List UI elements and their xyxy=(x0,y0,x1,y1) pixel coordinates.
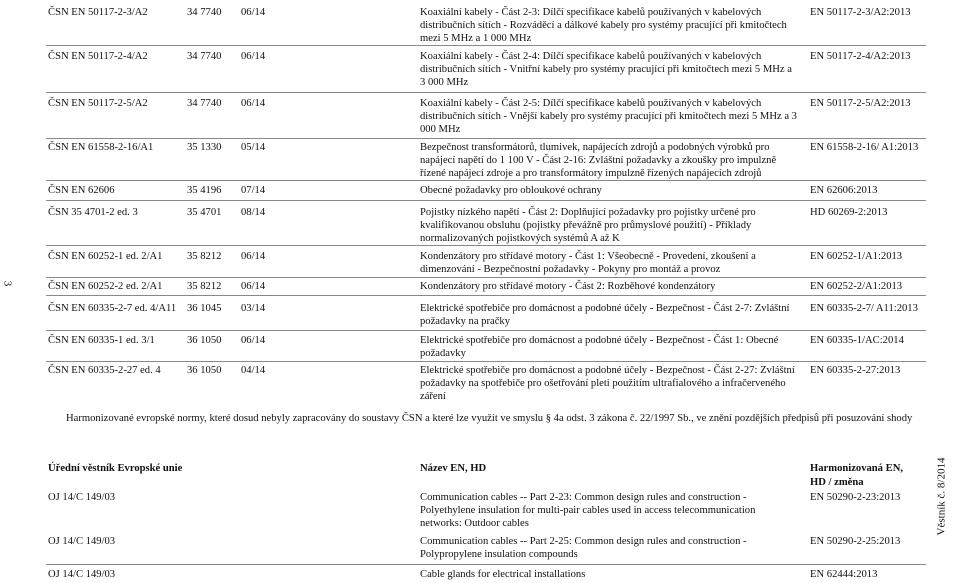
en-reference: EN 50117-2-4/A2:2013 xyxy=(810,51,911,62)
standard-number: ČSN EN 61558-2-16/A1 xyxy=(48,142,154,153)
oj-standard-title: Communication cables -- Part 2-23: Common design rules and construction - Polyethylene insulation for multi-pair cables used in access telecommunication networks: Outdoor cables xyxy=(420,492,756,529)
class-code: 35 4196 xyxy=(187,185,222,196)
standard-title: Bezpečnost transformátorů, tlumivek, napájecích zdrojů a podobných výrobků pro napájecí napětí do 1 100 V - Část 2-16: Zvláštní požadavky a zkoušky pro impulzně řízené napájecí zdroje a pro transformátory impulzně řízených napájecích zdrojů xyxy=(420,142,777,179)
standard-title: Obecné požadavky pro obloukové ochrany xyxy=(420,185,602,196)
oj-reference: OJ 14/C 149/03 xyxy=(48,536,116,547)
class-code: 36 1050 xyxy=(187,335,222,346)
standard-title: Kondenzátory pro střídavé motory - Část 1: Všeobecně - Provedení, zkoušení a dimenzování - Bezpečnostní požadavky - Pokyny pro montáž a provoz xyxy=(420,251,756,275)
standard-number: ČSN EN 60252-1 ed. 2/A1 xyxy=(48,251,163,262)
standard-title: Elektrické spotřebiče pro domácnost a podobné účely - Bezpečnost - Část 2-7: Zvláštní požadavky na pračky xyxy=(420,303,790,327)
class-code: 35 8212 xyxy=(187,251,222,262)
issue-date: 08/14 xyxy=(241,207,266,218)
issue-date: 06/14 xyxy=(241,251,266,262)
standard-number: ČSN EN 50117-2-4/A2 xyxy=(48,51,148,62)
standard-title: Elektrické spotřebiče pro domácnost a podobné účely - Bezpečnost - Část 1: Obecné požadavky xyxy=(420,335,779,359)
issue-date: 06/14 xyxy=(241,51,266,62)
en-reference: EN 50117-2-3/A2:2013 xyxy=(810,7,911,18)
oj-reference: OJ 14/C 149/03 xyxy=(48,492,116,503)
standard-title: Elektrické spotřebiče pro domácnost a podobné účely - Bezpečnost - Část 2-27: Zvláštní požadavky na spotřebiče pro ošetřování pleti použitím ultrafialového a infračerveného záření xyxy=(420,365,795,402)
issue-date: 03/14 xyxy=(241,303,266,314)
class-code: 34 7740 xyxy=(187,51,222,62)
standard-number: ČSN EN 60335-1 ed. 3/1 xyxy=(48,335,155,346)
standard-title: Kondenzátory pro střídavé motory - Část 2: Rozběhové kondenzátory xyxy=(420,281,716,292)
standard-number: ČSN EN 50117-2-3/A2 xyxy=(48,7,148,18)
standard-title: Pojistky nízkého napětí - Část 2: Doplňující požadavky pro pojistky určené pro kvalifikovanou obsluhu (pojistky převážně pro průmyslové použití) - Příklady normalizovaných pojistkových systémů A až K xyxy=(420,207,756,244)
standard-number: ČSN EN 60335-2-27 ed. 4 xyxy=(48,365,161,376)
standard-number: ČSN EN 50117-2-5/A2 xyxy=(48,98,148,109)
en-reference: EN 50117-2-5/A2:2013 xyxy=(810,98,911,109)
issue-date: 05/14 xyxy=(241,142,266,153)
row-divider xyxy=(46,200,926,201)
oj-harmonized-standard: EN 62444:2013 xyxy=(810,569,878,580)
standard-number: ČSN EN 60335-2-7 ed. 4/A11 xyxy=(48,303,177,314)
header-harmonized: Harmonizovaná EN, HD / změna xyxy=(810,463,903,488)
issue-date: 06/14 xyxy=(241,7,266,18)
standard-number: ČSN EN 60252-2 ed. 2/A1 xyxy=(48,281,163,292)
header-official-journal: Úřední věstník Evropské unie xyxy=(48,463,183,474)
en-reference: EN 60335-2-27:2013 xyxy=(810,365,901,376)
standard-title: Koaxiální kabely - Část 2-5: Dílčí specifikace kabelů používaných v kabelových distribučních sítích - Vnější kabely pro systémy pracující při kmitočtech mezi 5 MHz a 3 000 MHz xyxy=(420,98,797,135)
row-divider xyxy=(46,245,926,246)
row-divider xyxy=(46,92,926,93)
header-en-hd-name: Název EN, HD xyxy=(420,463,487,474)
class-code: 35 1330 xyxy=(187,142,222,153)
standard-title: Koaxiální kabely - Část 2-3: Dílčí specifikace kabelů používaných v kabelových distribučních sítích - Rozváděcí a dálkové kabely pro systémy pracující při kmitočtech mezi 5 MHz a 1 000 MHz xyxy=(420,7,787,44)
row-divider xyxy=(46,361,926,362)
row-divider xyxy=(46,277,926,278)
journal-issue-label: Věstník č. 8/2014 xyxy=(935,457,948,536)
en-reference: EN 61558-2-16/ A1:2013 xyxy=(810,142,919,153)
en-reference: EN 60252-2/A1:2013 xyxy=(810,281,903,292)
class-code: 35 4701 xyxy=(187,207,222,218)
oj-reference: OJ 14/C 149/03 xyxy=(48,569,116,580)
issue-date: 06/14 xyxy=(241,98,266,109)
issue-date: 07/14 xyxy=(241,185,266,196)
en-reference: EN 60335-1/AC:2014 xyxy=(810,335,904,346)
row-divider xyxy=(46,45,926,46)
en-reference: EN 60252-1/A1:2013 xyxy=(810,251,903,262)
oj-standard-title: Communication cables -- Part 2-25: Common design rules and construction - Polypropylene insulation compounds xyxy=(420,536,747,560)
en-reference: EN 60335-2-7/ A11:2013 xyxy=(810,303,918,314)
en-reference: HD 60269-2:2013 xyxy=(810,207,888,218)
issue-date: 06/14 xyxy=(241,281,266,292)
standard-number: ČSN 35 4701-2 ed. 3 xyxy=(48,207,138,218)
row-divider xyxy=(46,138,926,139)
page-number: 3 xyxy=(1,280,14,287)
harmonized-standards-note: Harmonizované evropské normy, které dosud nebyly zapracovány do soustavy ČSN a které lze využít ve smyslu § 4a odst. 3 zákona č. 22/1997 Sb., ve znění pozdějších předpisů při posuzování shody xyxy=(66,413,913,424)
oj-harmonized-standard: EN 50290-2-25:2013 xyxy=(810,536,901,547)
oj-harmonized-standard: EN 50290-2-23:2013 xyxy=(810,492,901,503)
oj-standard-title: Cable glands for electrical installations xyxy=(420,569,586,580)
class-code: 34 7740 xyxy=(187,98,222,109)
class-code: 36 1045 xyxy=(187,303,222,314)
issue-date: 04/14 xyxy=(241,365,266,376)
standard-number: ČSN EN 62606 xyxy=(48,185,115,196)
issue-date: 06/14 xyxy=(241,335,266,346)
class-code: 34 7740 xyxy=(187,7,222,18)
en-reference: EN 62606:2013 xyxy=(810,185,878,196)
row-divider xyxy=(46,180,926,181)
class-code: 36 1050 xyxy=(187,365,222,376)
row-divider xyxy=(46,330,926,331)
row-divider xyxy=(46,564,926,565)
standard-title: Koaxiální kabely - Část 2-4: Dílčí specifikace kabelů používaných v kabelových distribučních sítích - Vnitřní kabely pro systémy pracující při kmitočtech mezi 5 MHz a 3 000 MHz xyxy=(420,51,792,88)
row-divider xyxy=(46,295,926,296)
class-code: 35 8212 xyxy=(187,281,222,292)
